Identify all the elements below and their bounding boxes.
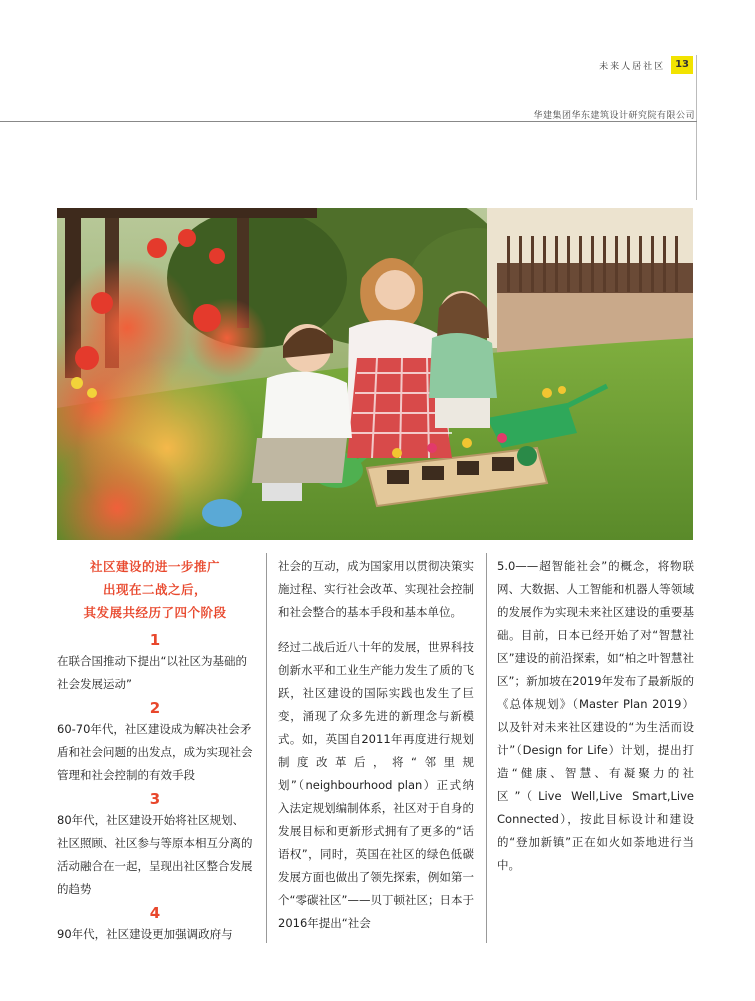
stage-number: 3	[149, 790, 161, 808]
family-gardening-photo	[57, 208, 693, 540]
company-name: 华建集团华东建筑设计研究院有限公司	[533, 111, 695, 121]
stage-number: 1	[149, 631, 161, 649]
column-divider	[486, 553, 487, 943]
header-rule	[0, 121, 697, 122]
body-paragraph: 5.0——超智能社会”的概念，将物联网、大数据、人工智能和机器人等领域的发展作为实现未来社区建设的重要基础。目前，日本已经开始了对“智慧社区”建设的前沿探索，如“柏之叶智慧社区”；新加坡在2019年发布了最新版的《总体规划》（Master Plan 2019）以及针对未来社区建设的“为生活而设计”（Design for Life）计划，提出打造“健康、智慧、有凝聚力的社区”（Live Well,Live Smart,Live Connected），按此目标设计和建设的“登加新镇”正在如火如荼地进行当中。	[497, 559, 694, 872]
header-vertical-rule	[696, 55, 697, 200]
body-paragraph: 经过二战后近八十年的发展，世界科技创新水平和工业生产能力发生了质的飞跃，社区建设的国际实践也发生了巨变，涌现了众多先进的新理念与新模式。如，英国自2011年再度进行规划制度改革后，将“邻里规划”（neighbourhood plan）正式纳入法定规划编制体系，社区对于自身的发展目标和更新形式拥有了更多的“话语权”，同时，英国在社区的绿色低碳发展方面也做出了领先探索，例如第一个“零碳社区”——贝丁顿社区；日本于2016年提出“社会	[278, 640, 474, 930]
stage-text: 90年代，社区建设更加强调政府与	[57, 927, 233, 941]
stage-number: 4	[149, 904, 161, 922]
stage-text: 在联合国推动下提出“以社区为基础的社会发展运动”	[57, 654, 247, 691]
lead-line: 社区建设的进一步推广	[89, 559, 220, 574]
page-header	[599, 56, 693, 74]
stage-text: 60-70年代，社区建设成为解决社会矛盾和社会问题的出发点，成为实现社会管理和社会控制的有效手段	[57, 722, 253, 782]
column-1	[57, 555, 253, 946]
column-3	[497, 555, 694, 889]
lead-line: 出现在二战之后，	[102, 582, 207, 597]
section-title: 未来人居社区	[599, 61, 666, 72]
body-paragraph: 社会的互动，成为国家用以贯彻决策实施过程、实行社会改革、实现社会控制和社会整合的基本手段和基本单位。	[278, 559, 474, 619]
page-number: 13	[671, 56, 693, 74]
lead-heading	[57, 555, 253, 624]
column-divider	[266, 553, 267, 943]
column-2	[278, 555, 474, 947]
stage-number: 2	[149, 699, 161, 717]
stage-text: 80年代，社区建设开始将社区规划、社区照顾、社区参与等原本相互分离的活动融合在一起，呈现出社区整合发展的趋势	[57, 813, 253, 896]
lead-line: 其发展共经历了四个阶段	[83, 605, 227, 620]
